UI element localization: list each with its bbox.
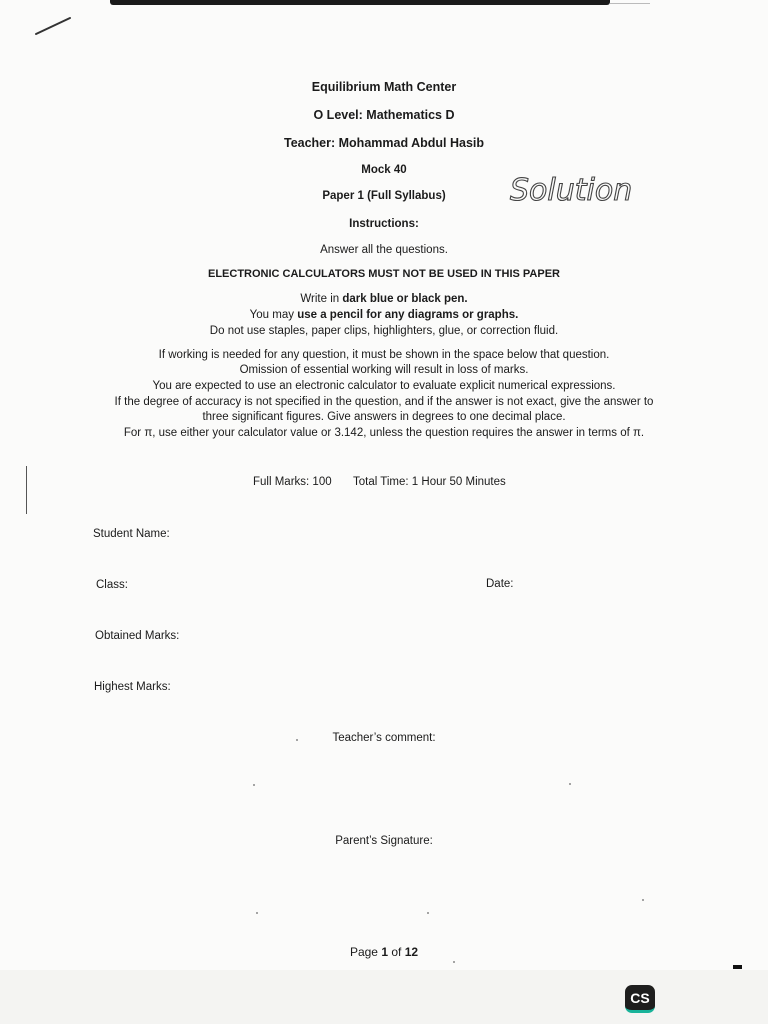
staples-instruction: Do not use staples, paper clips, highlighters, glue, or correction fluid. bbox=[209, 325, 559, 337]
accuracy-instruction-2: three significant figures. Give answers in degrees to one decimal place. bbox=[202, 411, 566, 423]
student-name-label: Student Name: bbox=[93, 528, 170, 540]
class-label: Class: bbox=[96, 579, 128, 591]
omission-instruction: Omission of essential working will result in loss of marks. bbox=[239, 364, 529, 376]
scan-edge-mark bbox=[733, 965, 742, 969]
calculator-warning: ELECTRONIC CALCULATORS MUST NOT BE USED IN THIS PAPER bbox=[207, 268, 560, 280]
obtained-marks-label: Obtained Marks: bbox=[95, 630, 180, 642]
course-level: O Level: Mathematics D bbox=[313, 108, 455, 122]
date-label: Date: bbox=[486, 578, 514, 590]
instructions-title: Instructions: bbox=[349, 218, 419, 230]
scan-speck bbox=[296, 739, 298, 741]
pi-instruction: For π, use either your calculator value or 3.142, unless the question requires the answer in terms of π. bbox=[123, 427, 645, 439]
scan-speck bbox=[256, 912, 258, 914]
scanner-app-logo: CS bbox=[625, 985, 655, 1013]
scan-edge-top bbox=[110, 0, 610, 5]
mock-number: Mock 40 bbox=[361, 164, 407, 176]
svg-text:Solution: Solution bbox=[510, 173, 633, 208]
working-instruction: If working is needed for any question, it must be shown in the space below that question. bbox=[158, 349, 610, 361]
parent-signature-label: Parent’s Signature: bbox=[335, 835, 433, 847]
answer-all-instruction: Answer all the questions. bbox=[320, 244, 448, 256]
teacher-comment-label: Teacher’s comment: bbox=[332, 732, 436, 744]
scan-speck bbox=[427, 912, 429, 914]
calculator-instruction: You are expected to use an electronic calculator to evaluate explicit numerical expressions. bbox=[152, 380, 616, 392]
center-name: Equilibrium Math Center bbox=[311, 80, 457, 94]
scan-speck bbox=[453, 961, 455, 963]
scan-speck bbox=[253, 784, 255, 786]
teacher-name: Teacher: Mohammad Abdul Hasib bbox=[283, 136, 485, 150]
scan-speck bbox=[642, 899, 644, 901]
pencil-instruction: You may use a pencil for any diagrams or graphs. bbox=[249, 309, 519, 321]
scan-edge-line bbox=[610, 3, 650, 4]
accuracy-instruction-1: If the degree of accuracy is not specified in the question, and if the answer is not exact, give the answer to bbox=[114, 396, 654, 408]
handwritten-solution-note bbox=[508, 166, 648, 214]
highest-marks-label: Highest Marks: bbox=[94, 681, 171, 693]
total-time: Total Time: 1 Hour 50 Minutes bbox=[353, 476, 506, 488]
scan-margin-line bbox=[26, 466, 27, 514]
full-marks: Full Marks: 100 bbox=[253, 476, 332, 488]
scan-speck bbox=[569, 783, 571, 785]
pen-stroke-mark bbox=[34, 12, 74, 36]
pen-instruction: Write in dark blue or black pen. bbox=[300, 293, 468, 305]
page-number: Page 1 of 12 bbox=[349, 945, 419, 959]
paper-title: Paper 1 (Full Syllabus) bbox=[322, 190, 446, 202]
